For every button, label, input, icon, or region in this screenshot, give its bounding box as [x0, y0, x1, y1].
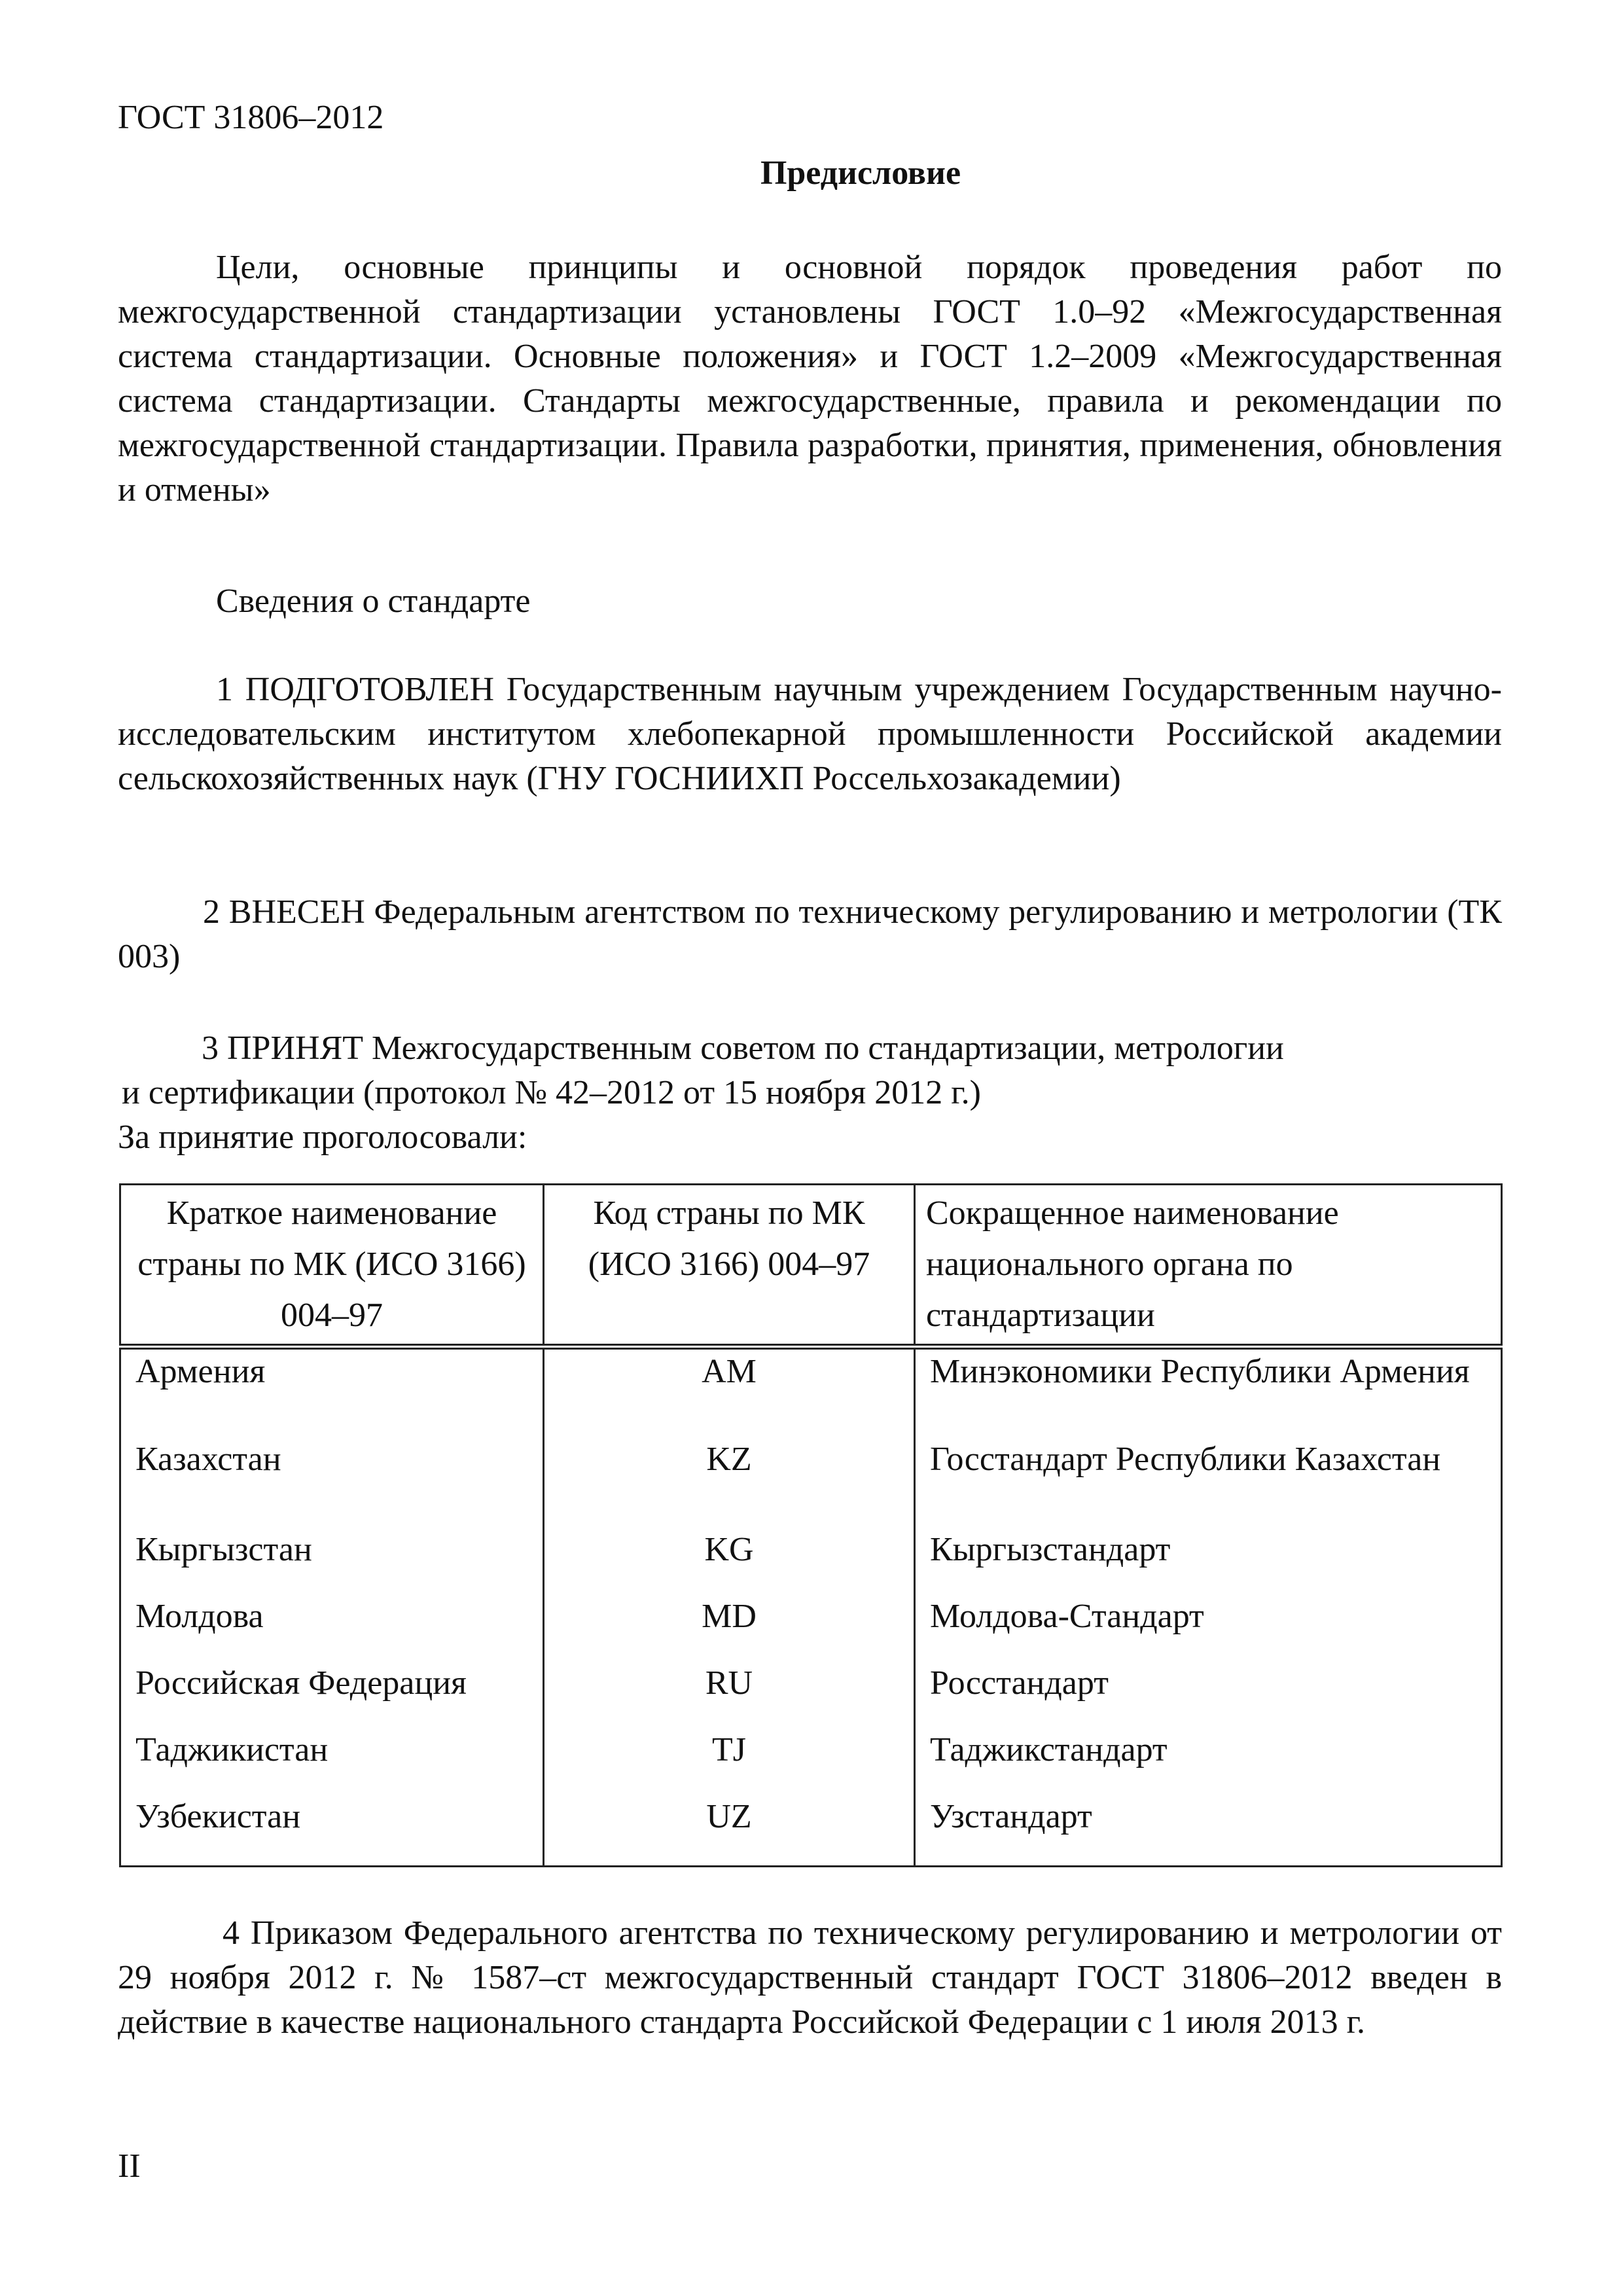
cell-code: KZ — [544, 1437, 915, 1528]
item-2-text: 2 ВНЕСЕН Федеральным агентством по техническому регулированию и метрологии (ТК 003) — [118, 893, 1502, 975]
item-3-line3: За принятие проголосовали: — [118, 1119, 527, 1156]
cell-country: Узбекистан — [120, 1795, 544, 1867]
table-row — [120, 1437, 1502, 1528]
cell-country: Армения — [120, 1347, 544, 1437]
cell-org: Узстандарт — [915, 1795, 1502, 1867]
header-country: Краткое наименование страны по МК (ИСО 3166) 004–97 — [120, 1185, 544, 1347]
page-number: II — [118, 2147, 141, 2185]
cell-country: Молдова — [120, 1594, 544, 1661]
cell-country: Кыргызстан — [120, 1528, 544, 1594]
item-2 — [118, 890, 1502, 979]
header-code: Код страны по МК (ИСО 3166) 004–97 — [544, 1185, 915, 1347]
info-heading: Сведения о стандарте — [216, 583, 531, 620]
cell-country: Российская Федерация — [120, 1661, 544, 1728]
cell-org: Росстандарт — [915, 1661, 1502, 1728]
item-1-text: 1 ПОДГОТОВЛЕН Государственным научным учреждением Государственным научно-исследовательским институтом хлебопекарной промышленности Российской академии сельскохозяйственных наук (ГНУ ГОСНИИХП Россельхозакадемии) — [118, 671, 1502, 797]
cell-country: Таджикистан — [120, 1728, 544, 1795]
cell-code: TJ — [544, 1728, 915, 1795]
item-4-text: 4 Приказом Федерального агентства по техническому регулированию и метрологии от 29 ноября 2012 г. № 1587–ст межгосударственный стандарт ГОСТ 31806–2012 введен в действие в качестве национального стандарта Российской Федерации с 1 июля 2013 г. — [118, 1914, 1502, 2041]
item-3-line1: 3 ПРИНЯТ Межгосударственным советом по стандартизации, метрологии — [202, 1030, 1284, 1067]
table-row — [120, 1661, 1502, 1728]
intro-text: Цели, основные принципы и основной порядок проведения работ по межгосударственной стандартизации установлены ГОСТ 1.0–92 «Межгосударственная система стандартизации. Основные положения» и ГОСТ 1.2–2009 «Межгосударственная система стандартизации. Стандарты межгосударственные, правила и рекомендации по межгосударственной стандартизации. Правила разработки, принятия, применения, обновления и отмены» — [118, 249, 1502, 509]
intro-paragraph — [118, 245, 1502, 512]
document-header: ГОСТ 31806–2012 — [118, 99, 384, 136]
cell-org: Молдова-Стандарт — [915, 1594, 1502, 1661]
table-row — [120, 1795, 1502, 1867]
cell-code: MD — [544, 1594, 915, 1661]
cell-code: RU — [544, 1661, 915, 1728]
cell-country: Казахстан — [120, 1437, 544, 1528]
table-row — [120, 1347, 1502, 1437]
table-row — [120, 1594, 1502, 1661]
cell-org: Таджикстандарт — [915, 1728, 1502, 1795]
cell-code: KG — [544, 1528, 915, 1594]
page-title: Предисловие — [760, 154, 961, 192]
cell-code: AM — [544, 1347, 915, 1437]
voting-table — [119, 1183, 1503, 1867]
cell-org: Кыргызстандарт — [915, 1528, 1502, 1594]
table-header-row — [120, 1185, 1502, 1347]
item-4 — [118, 1911, 1502, 2045]
header-org: Сокращенное наименование национального органа по стандартизации — [915, 1185, 1502, 1347]
table-row — [120, 1528, 1502, 1594]
cell-code: UZ — [544, 1795, 915, 1867]
cell-org: Минэкономики Республики Армения — [915, 1347, 1502, 1437]
cell-org: Госстандарт Республики Казахстан — [915, 1437, 1502, 1528]
item-3-line2: и сертификации (протокол № 42–2012 от 15 ноября 2012 г.) — [122, 1074, 981, 1111]
table-row — [120, 1728, 1502, 1795]
item-1 — [118, 668, 1502, 801]
